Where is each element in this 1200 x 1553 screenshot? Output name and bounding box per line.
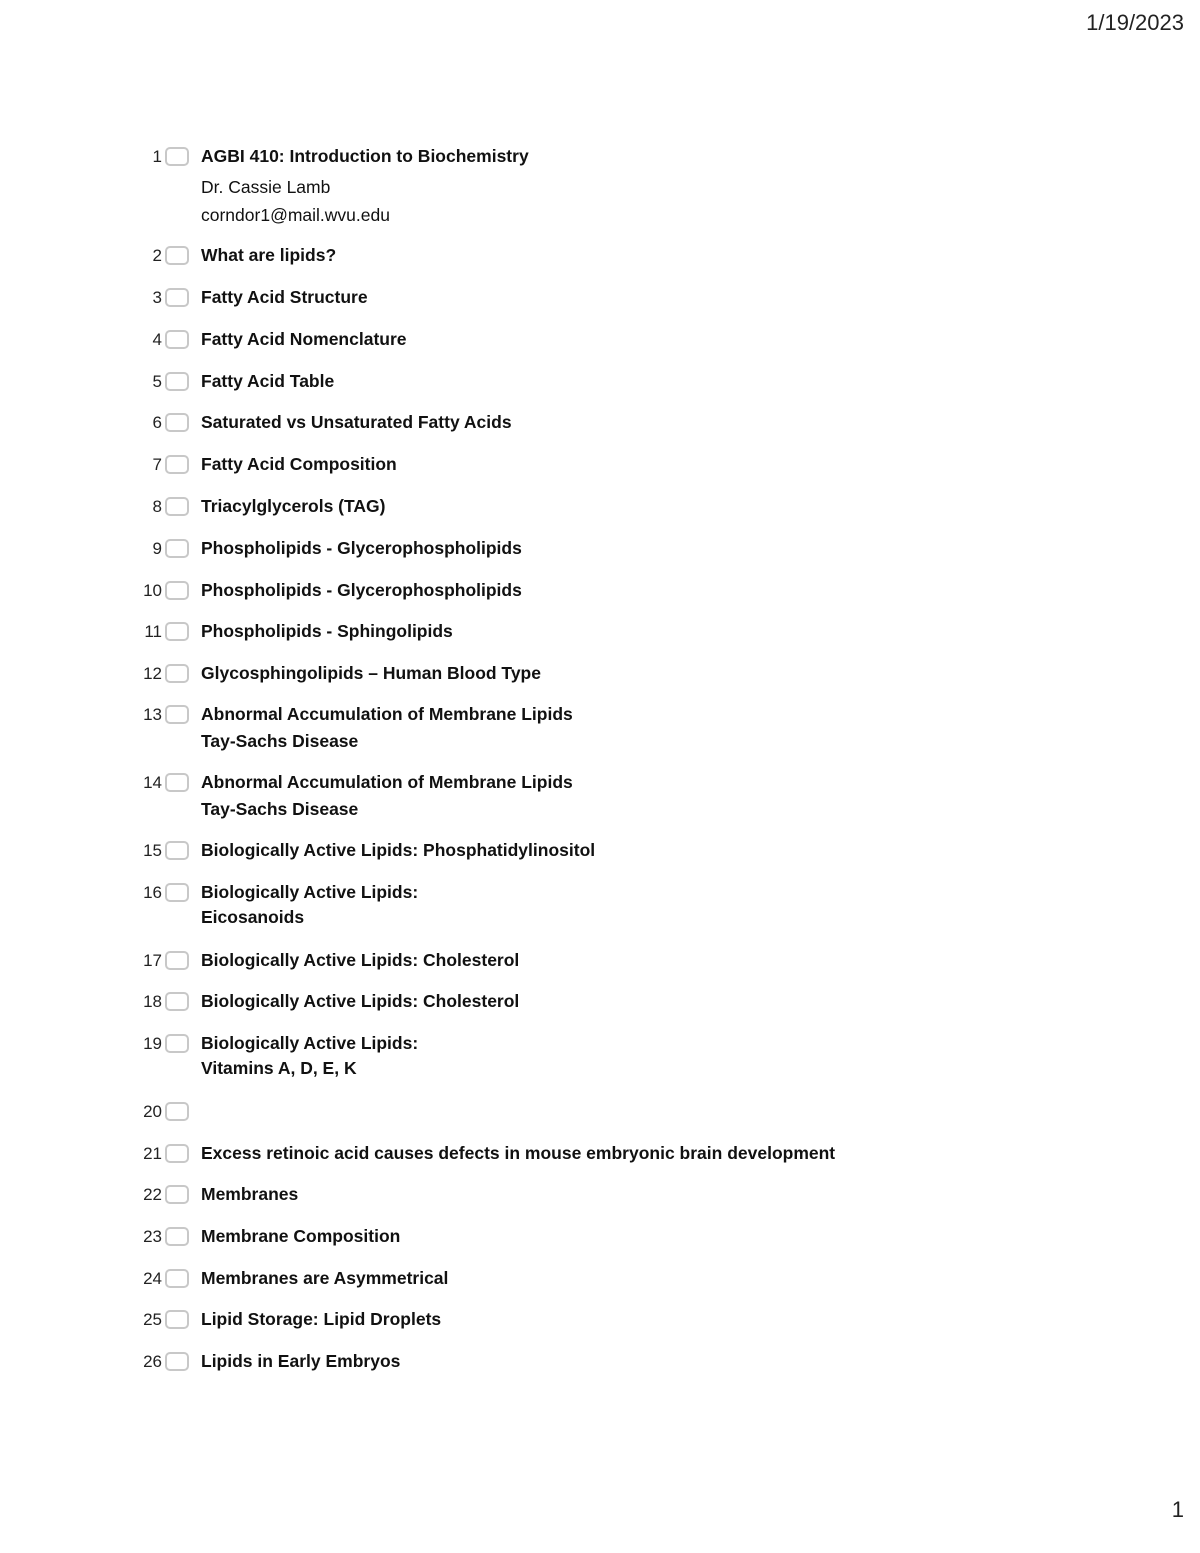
slide-checkbox[interactable] <box>165 705 189 724</box>
slide-subtitle: Vitamins A, D, E, K <box>201 1058 357 1078</box>
slide-title: Biologically Active Lipids: Cholesterol <box>201 991 520 1011</box>
outline-item <box>0 453 1100 483</box>
slide-number: 15 <box>143 841 162 860</box>
outline-item <box>0 703 1100 751</box>
slide-title: Lipids in Early Embryos <box>201 1351 401 1371</box>
slide-checkbox[interactable] <box>165 664 189 683</box>
slide-title: Fatty Acid Composition <box>201 454 397 474</box>
slide-number: 23 <box>143 1227 162 1246</box>
outline-item <box>0 579 1100 609</box>
slide-title: Biologically Active Lipids: <box>201 1033 419 1053</box>
outline-item <box>0 328 1100 358</box>
slide-number: 13 <box>143 705 162 724</box>
slide-title: Biologically Active Lipids: Phosphatidylinositol <box>201 840 596 860</box>
slide-number: 8 <box>152 497 162 516</box>
slide-checkbox[interactable] <box>165 1034 189 1053</box>
slide-title: Glycosphingolipids – Human Blood Type <box>201 663 541 683</box>
slide-checkbox[interactable] <box>165 992 189 1011</box>
slide-title: What are lipids? <box>201 245 337 265</box>
slide-checkbox[interactable] <box>165 773 189 792</box>
slide-checkbox[interactable] <box>165 622 189 641</box>
outline-item <box>0 1142 1100 1172</box>
outline-item <box>0 839 1100 869</box>
slide-number: 19 <box>143 1034 162 1053</box>
slide-title: Fatty Acid Table <box>201 371 335 391</box>
slide-number: 17 <box>143 951 162 970</box>
outline-item <box>0 1032 1100 1078</box>
outline-item <box>0 244 1100 274</box>
slide-checkbox[interactable] <box>165 330 189 349</box>
slide-title: Lipid Storage: Lipid Droplets <box>201 1309 442 1329</box>
slide-number: 24 <box>143 1269 162 1288</box>
slide-checkbox[interactable] <box>165 841 189 860</box>
outline-item <box>0 990 1100 1020</box>
slide-checkbox[interactable] <box>165 951 189 970</box>
outline-item <box>0 949 1100 979</box>
slide-subtitle: Eicosanoids <box>201 907 305 927</box>
outline-item <box>0 1350 1100 1380</box>
slide-checkbox[interactable] <box>165 147 189 166</box>
slide-title: Phospholipids - Sphingolipids <box>201 621 453 641</box>
slide-checkbox[interactable] <box>165 1102 189 1121</box>
slide-title: Biologically Active Lipids: <box>201 882 419 902</box>
slide-title: Fatty Acid Nomenclature <box>201 329 407 349</box>
slide-title: Excess retinoic acid causes defects in mouse embryonic brain development <box>201 1143 836 1163</box>
slide-title: Membranes <box>201 1184 299 1204</box>
outline-item <box>0 370 1100 400</box>
slide-number: 12 <box>143 664 162 683</box>
outline-item <box>0 411 1100 441</box>
slide-checkbox[interactable] <box>165 1185 189 1204</box>
slide-checkbox[interactable] <box>165 288 189 307</box>
slide-title: AGBI 410: Introduction to Biochemistry <box>201 146 529 166</box>
slide-title: Abnormal Accumulation of Membrane Lipids <box>201 704 573 724</box>
slide-checkbox[interactable] <box>165 1227 189 1246</box>
slide-checkbox[interactable] <box>165 883 189 902</box>
slide-checkbox[interactable] <box>165 372 189 391</box>
slide-title: Fatty Acid Structure <box>201 287 368 307</box>
slide-number: 18 <box>143 992 162 1011</box>
outline-item <box>0 881 1100 927</box>
slide-number: 14 <box>143 773 162 792</box>
slide-number: 26 <box>143 1352 162 1371</box>
slide-number: 20 <box>143 1102 162 1121</box>
slide-title: Phospholipids - Glycerophospholipids <box>201 580 522 600</box>
outline-item <box>0 495 1100 525</box>
outline-item <box>0 286 1100 316</box>
slide-checkbox[interactable] <box>165 497 189 516</box>
slide-checkbox[interactable] <box>165 1144 189 1163</box>
slide-checkbox[interactable] <box>165 413 189 432</box>
outline-item <box>0 1308 1100 1338</box>
slide-number: 3 <box>152 288 162 307</box>
slide-number: 2 <box>152 246 162 265</box>
slide-number: 6 <box>152 413 162 432</box>
slide-checkbox[interactable] <box>165 1352 189 1371</box>
slide-title: Phospholipids - Glycerophospholipids <box>201 538 522 558</box>
slide-checkbox[interactable] <box>165 1310 189 1329</box>
outline-item <box>0 145 1100 225</box>
slide-number: 7 <box>152 455 162 474</box>
outline-item <box>0 771 1100 819</box>
slide-checkbox[interactable] <box>165 1269 189 1288</box>
slide-title: Biologically Active Lipids: Cholesterol <box>201 950 520 970</box>
slide-title: Abnormal Accumulation of Membrane Lipids <box>201 772 573 792</box>
slide-number: 4 <box>152 330 162 349</box>
slide-title: Membranes are Asymmetrical <box>201 1268 449 1288</box>
slide-title: Saturated vs Unsaturated Fatty Acids <box>201 412 512 432</box>
slide-number: 10 <box>143 581 162 600</box>
slide-checkbox[interactable] <box>165 246 189 265</box>
slide-number: 5 <box>152 372 162 391</box>
outline-item <box>0 537 1100 567</box>
outline-item <box>0 620 1100 650</box>
page-number: 1 <box>1171 1497 1184 1522</box>
slide-checkbox[interactable] <box>165 455 189 474</box>
slide-title: Membrane Composition <box>201 1226 401 1246</box>
outline-item <box>0 1225 1100 1255</box>
outline-item <box>0 662 1100 692</box>
slide-checkbox[interactable] <box>165 581 189 600</box>
slide-subtitle: Tay-Sachs Disease <box>201 799 359 819</box>
slide-number: 16 <box>143 883 162 902</box>
outline-item <box>0 1183 1100 1213</box>
slide-number: 22 <box>143 1185 162 1204</box>
slide-number: 11 <box>144 622 162 641</box>
page-date: 1/19/2023 <box>1086 10 1184 35</box>
slide-checkbox[interactable] <box>165 539 189 558</box>
slide-subtitle: Tay-Sachs Disease <box>201 731 359 751</box>
slide-subtitle: Dr. Cassie Lamb <box>201 177 331 197</box>
slide-number: 21 <box>143 1144 162 1163</box>
outline-item <box>0 1100 1100 1130</box>
slide-number: 25 <box>143 1310 162 1329</box>
slide-number: 1 <box>152 147 162 166</box>
outline-item <box>0 1267 1100 1297</box>
slide-title: Triacylglycerols (TAG) <box>201 496 386 516</box>
slide-subtitle: corndor1@mail.wvu.edu <box>201 205 390 225</box>
slide-number: 9 <box>152 539 162 558</box>
